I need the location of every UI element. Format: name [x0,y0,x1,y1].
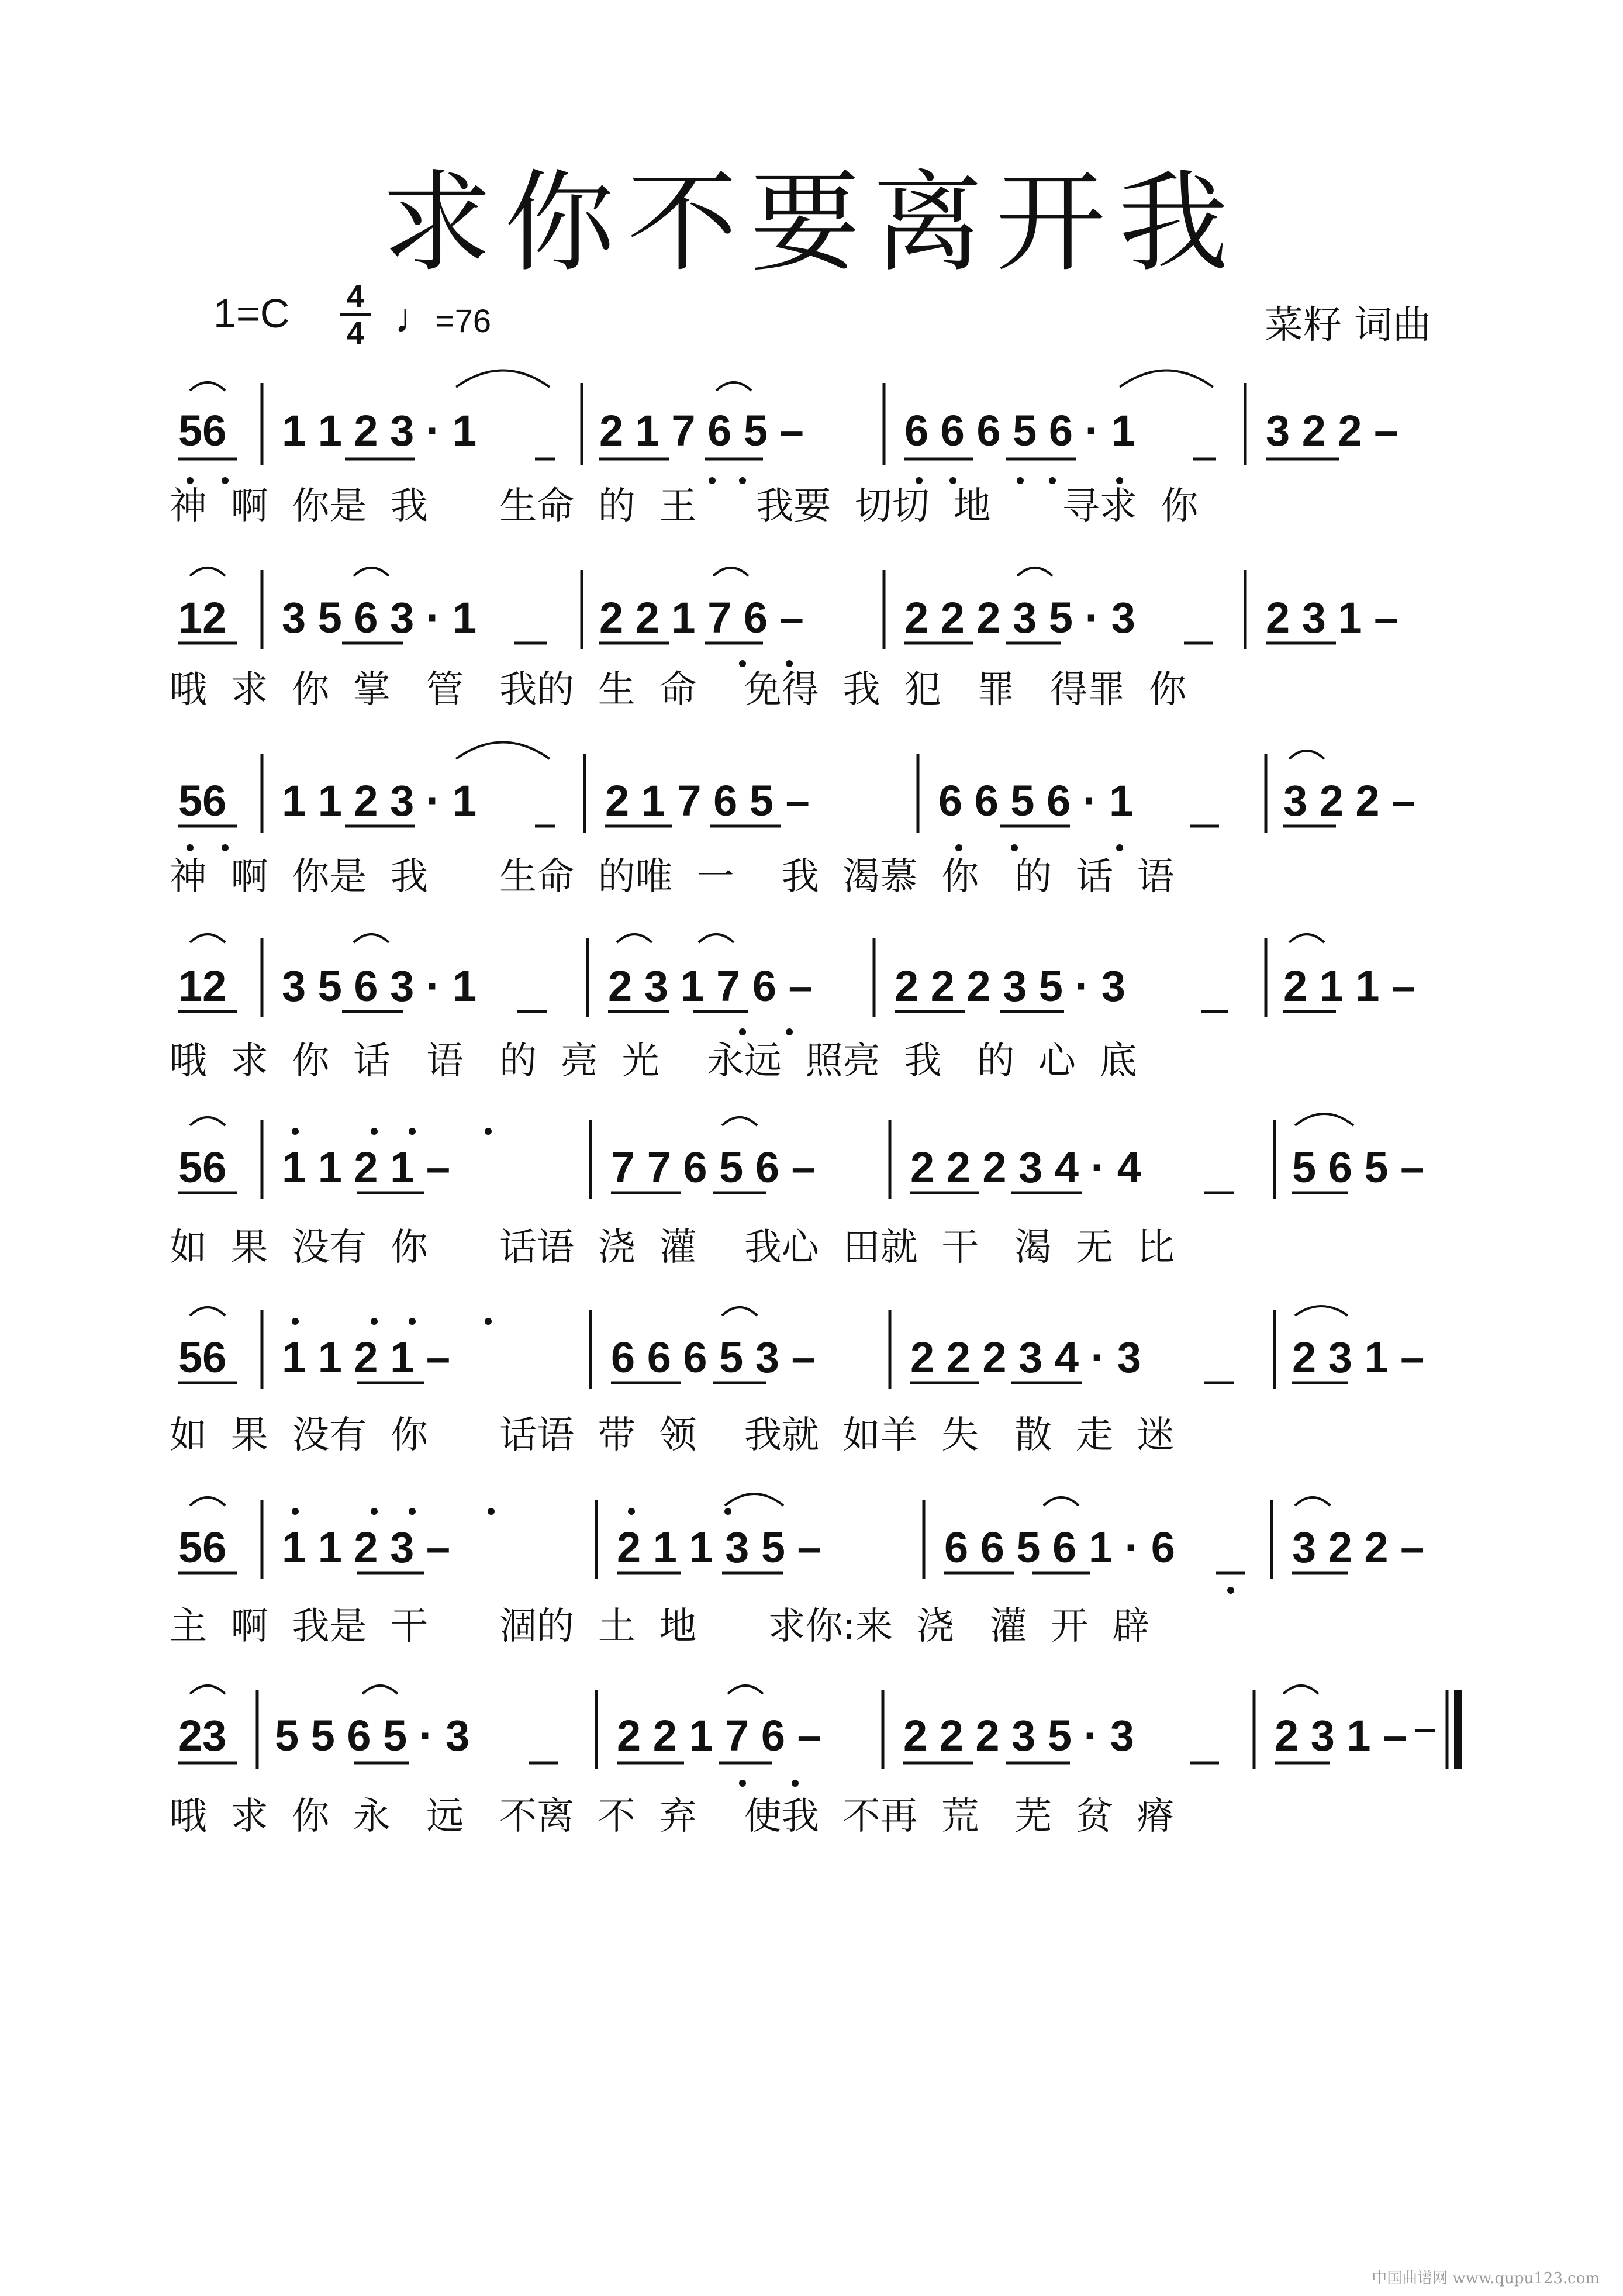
measure-4: 2 3 1 – [1292,1333,1425,1382]
measure-2: 2 2 1 7 6 – [617,1711,821,1760]
measure-3: 2 2 2 3 5 · 3 [895,962,1125,1010]
measure-2: 2 1 7 6 5 – [605,776,810,825]
composer-credit: 菜籽 词曲 [1265,302,1431,347]
watermark: 中国曲谱网 www.qupu123.com [1372,2270,1600,2287]
measure-1: 3 5 6 3 · 1 [282,962,477,1010]
measure-3: 6 6 5 6 · 1 [938,776,1134,825]
pickup-notes: 56 [178,1333,227,1382]
measure-4: 3 2 2 – [1266,406,1398,455]
measure-1: 1 1 2 1 – [282,1333,451,1382]
measure-4: 3 2 2 – [1283,776,1416,825]
measure-3: 2 2 2 3 4 · 4 [910,1143,1141,1192]
lyric-line: 如 果 没有 你 话语 带 领 我就 如羊 失 散 走 迷 [170,1414,1175,1457]
lyric-line: 哦 求 你 永 远 不离 不 弃 使我 不再 荒 芜 贫 瘠 [170,1795,1175,1838]
lyric-line: 神 啊 你是 我 生命 的 王 我要 切切 地 寻求 你 [170,485,1199,528]
measure-4: 2 1 1 – [1283,962,1416,1010]
octave-dots [187,477,1234,1787]
measure-1: 5 5 6 5 · 3 [275,1711,470,1760]
tempo-value: =76 [436,302,491,339]
lyric-line: 主 啊 我是 干 涸的 土 地 求你:来 浇 灌 开 辟 [170,1605,1150,1648]
measure-3: 6 6 6 5 6 · 1 [904,406,1135,455]
lyric-line: 如 果 没有 你 话语 浇 灌 我心 田就 干 渴 无 比 [170,1226,1175,1269]
measure-4: 2 3 1 – [1275,1711,1407,1760]
slurs [190,371,1353,1694]
measure-1: 3 5 6 3 · 1 [282,593,477,642]
measure-3: 2 2 2 3 4 · 3 [910,1333,1141,1382]
measure-2: 2 1 7 6 5 – [599,406,804,455]
lyric-line: 哦 求 你 掌 管 我的 生 命 免得 我 犯 罪 得罪 你 [170,668,1186,712]
pickup-notes: 56 [178,406,227,455]
measure-4: 2 3 1 – [1266,593,1398,642]
measure-3: 2 2 2 3 5 · 3 [903,1711,1134,1760]
measure-2: 2 3 1 7 6 – [608,962,813,1010]
measure-1: 1 1 2 3 – [282,1523,451,1572]
pickup-notes: 56 [178,1143,227,1192]
measure-2: 2 1 1 3 5 – [617,1523,821,1572]
measure-3: 6 6 5 6 1 · 6 [944,1523,1175,1572]
key-signature: 1=C [213,291,290,336]
measure-1: 1 1 2 3 · 1 [282,776,477,825]
measure-2: 7 7 6 5 6 – [611,1143,816,1192]
pickup-notes: 12 [178,962,227,1010]
time-signature-bottom: 4 [346,316,365,351]
measure-2: 6 6 6 5 3 – [611,1333,816,1382]
measure-1: 1 1 2 3 · 1 [282,406,477,455]
pickup-notes: 12 [178,593,227,642]
song-title: 求你不要离开我 [382,159,1241,287]
measure-3: 2 2 2 3 5 · 3 [904,593,1135,642]
lyric-line: 神 啊 你是 我 生命 的唯 一 我 渴慕 你 的 话 语 [170,855,1175,899]
pickup-notes: 56 [178,1523,227,1572]
measure-4: 5 6 5 – [1292,1143,1425,1192]
lyric-line: 哦 求 你 话 语 的 亮 光 永远 照亮 我 的 心 底 [170,1040,1137,1083]
measure-4: 3 2 2 – [1292,1523,1425,1572]
measure-1: 1 1 2 1 – [282,1143,451,1192]
final-barline-thick [1454,1690,1462,1769]
pickup-notes: 23 [178,1711,227,1760]
quarter-note-icon: ♩ [395,295,436,341]
pickup-notes: 56 [178,776,227,825]
measure-2: 2 2 1 7 6 – [599,593,804,642]
beam-underlines [178,459,1348,1763]
barlines [257,383,1447,1769]
time-signature-top: 4 [346,279,365,314]
